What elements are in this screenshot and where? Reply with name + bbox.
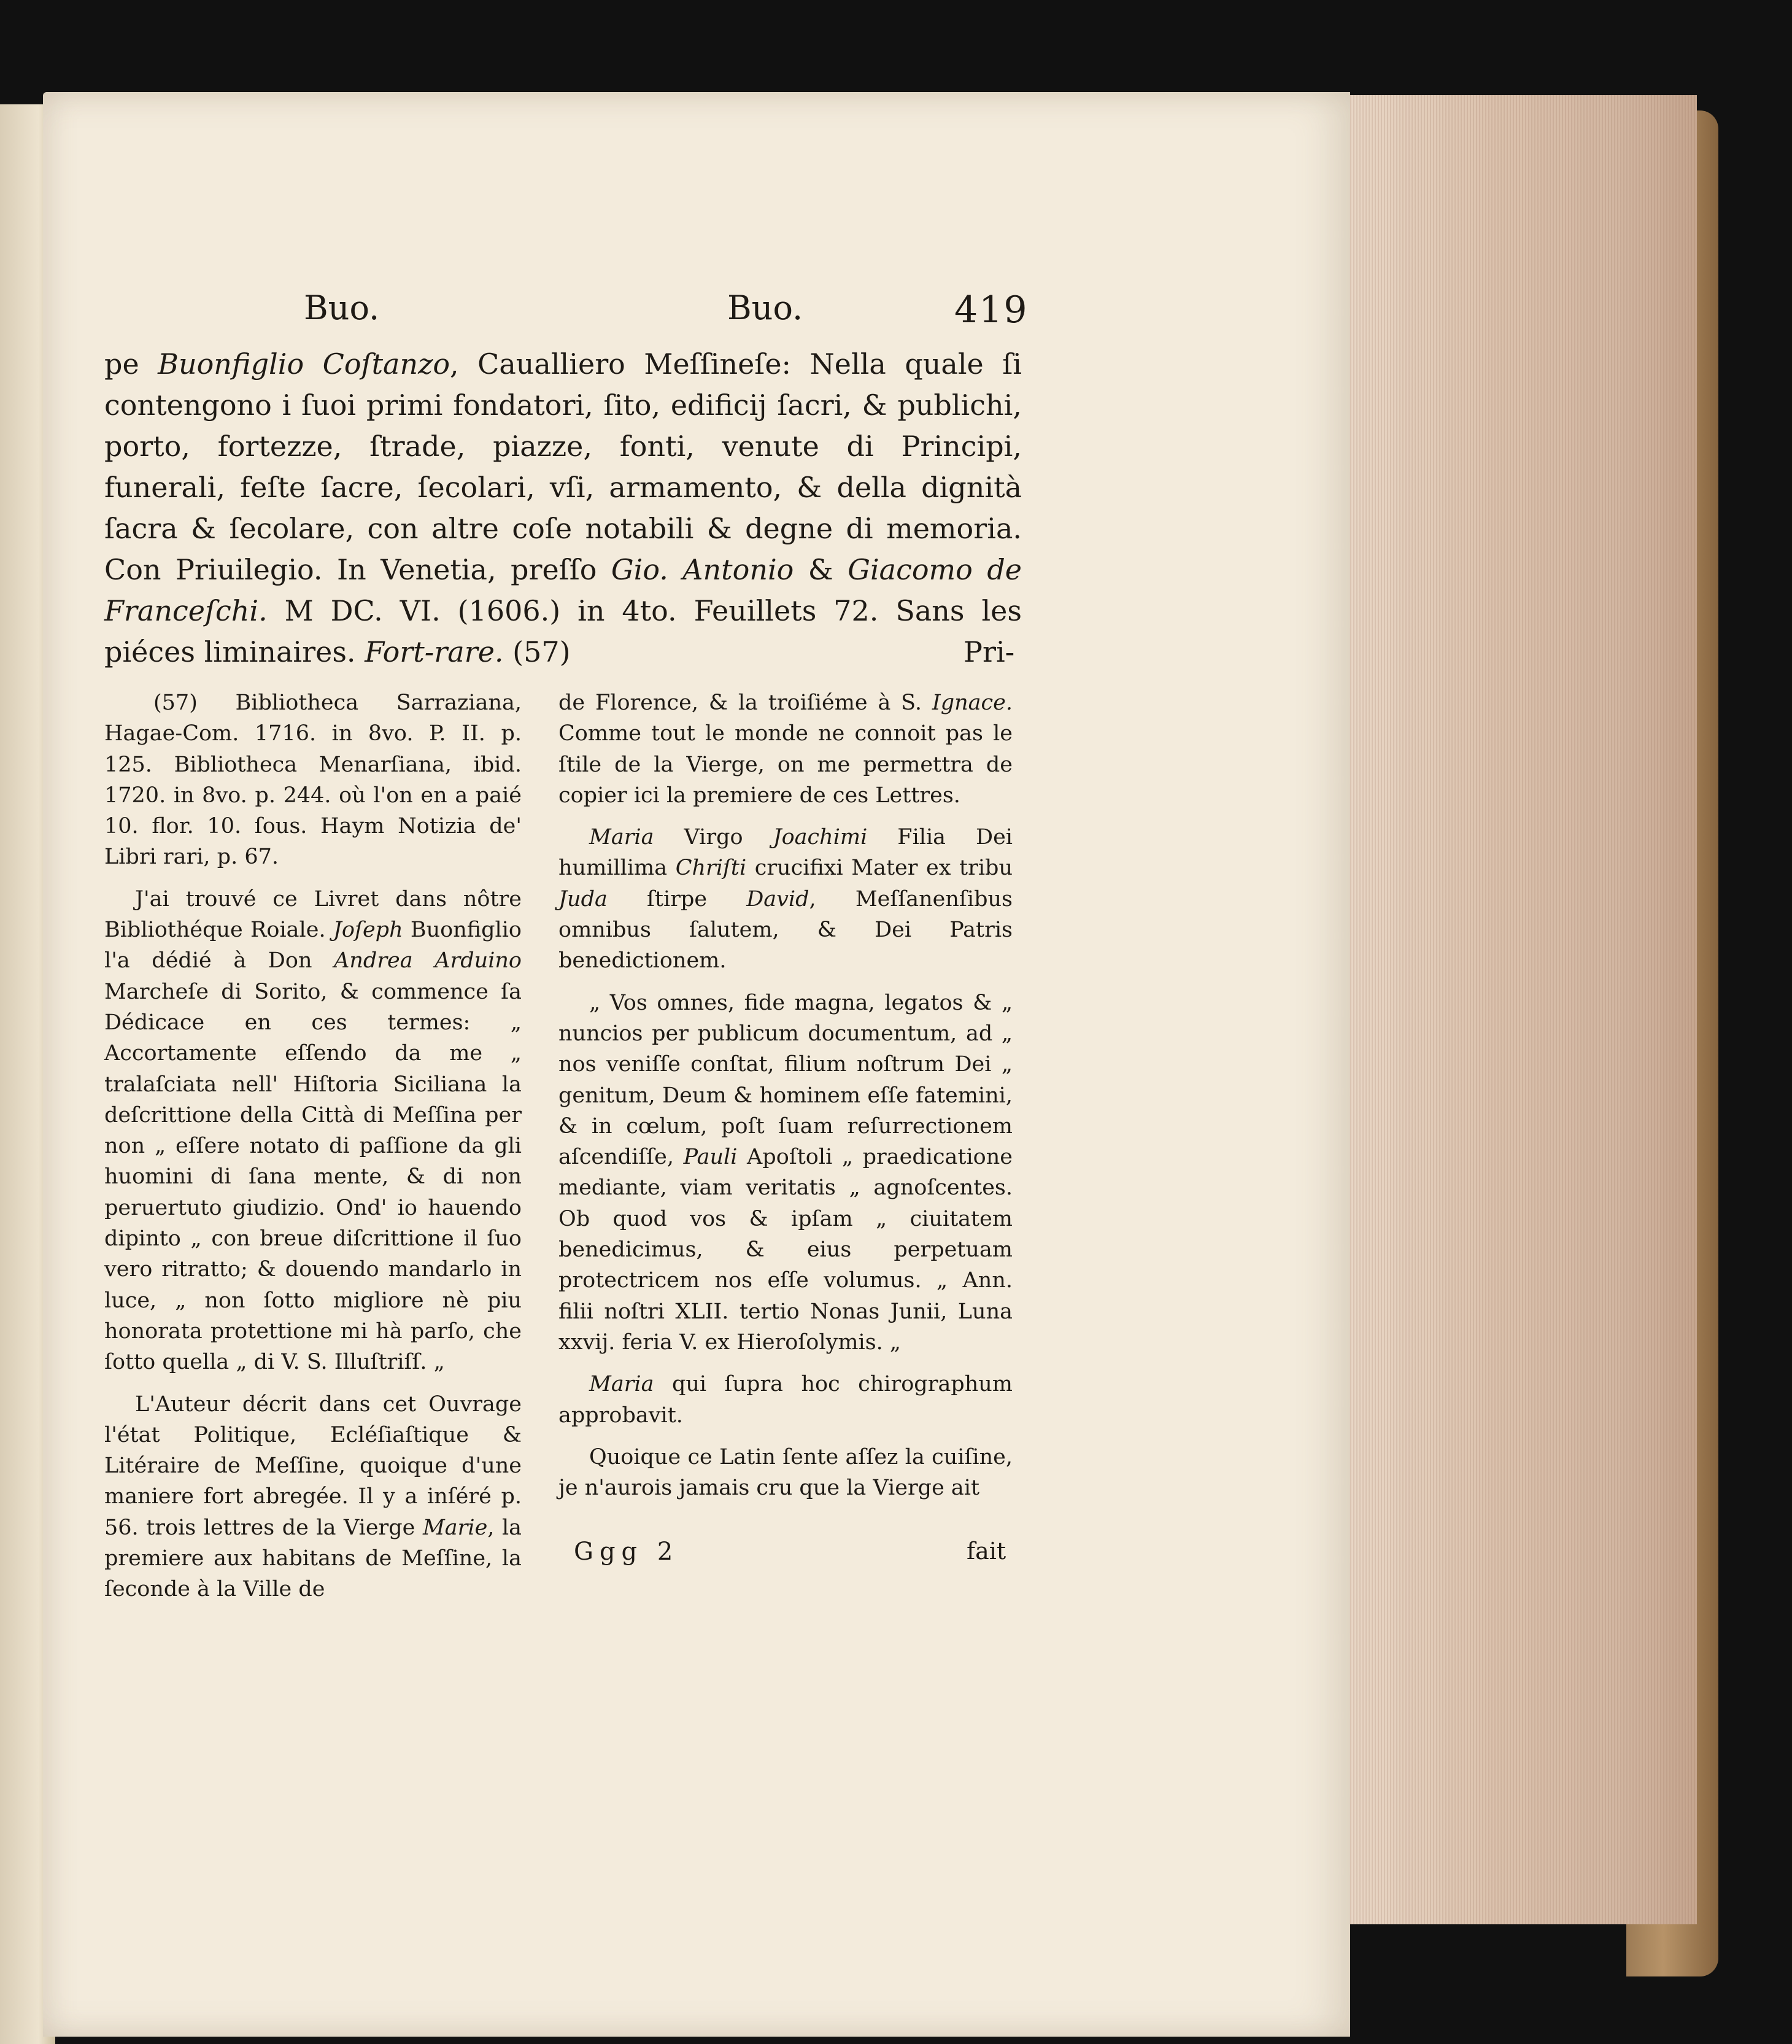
right-paragraph-4: Maria qui ſupra hoc chirographum approbavit. <box>558 1372 1013 1428</box>
left-paragraph-2: L'Auteur décrit dans cet Ouvrage l'état Politique, Ecléſiaſtique & Litéraire de Meſſine, quoique d'une maniere fort abregée. Il y a inſéré p. 56. trois lettres de la Vierge Marie, la premiere aux habitans de Meſſine, la ſeconde à la Ville de <box>104 1392 522 1602</box>
right-paragraph-1: de Florence, & la troiſiéme à S. Ignace. Comme tout le monde ne connoit pas le ſtile de la Vierge, on me permettra de copier ici la premiere de ces Lettres. <box>558 691 1013 808</box>
running-head-center: Buo. <box>727 288 803 327</box>
main-text <box>104 344 1022 673</box>
right-paragraph-5: Quoique ce Latin ſente aſſez la cuiſine, je n'aurois jamais cru que la Vierge ait <box>558 1444 1013 1501</box>
left-paragraph-1: J'ai trouvé ce Livret dans nôtre Bibliothéque Roiale. Joſeph Buonfiglio l'a dédié à Don Andrea Arduino Marcheſe di Sorito, & commence ſa Dédicace en ces termes: „ Accortamente eſſendo da me „ tralaſciata nell' Hiſtoria Siciliana la deſcrittione della Città di Meſſina per non „ eſſere notato di paſſione da gli huomini di ſana mente, & di non peruertuto giudizio. Ond' io hauendo dipinto „ con breue diſcrittione il ſuo vero ritratto; & douendo mandarlo in luce, „ non ſotto migliore nè piu honorata protettione mi hà parſo, che ſotto quella „ di V. S. Illuſtriſſ. „ <box>104 886 522 1375</box>
right-paragraph-3: „ Vos omnes, fide magna, legatos & „ nuncios per publicum documentum, ad „ nos veniſſe conſtat, filium noſtrum Dei „ genitum, Deum & hominem eſſe fatemini, & in cœlum, poſt ſuam reſurrectionem aſcendiſſe, Pauli Apoſtoli „ praedicatione mediante, viam veritatis „ agnoſcentes. Ob quod vos & ipſam „ ciuitatem benedicimus, & eius perpetuam protectricem nos eſſe volumus. „ Ann. filii noſtri XLII. tertio Nonas Junii, Luna xxvij. feria V. ex Hieroſolymis. „ <box>558 990 1013 1355</box>
page-number: 419 <box>954 288 1029 331</box>
right-column <box>558 687 1013 1514</box>
running-head-left: Buo. <box>304 288 380 327</box>
page-edges <box>1347 95 1697 1924</box>
right-paragraph-2: Maria Virgo Joachimi Filia Dei humillima Chriſti crucifixi Mater ex tribu Juda ſtirpe David, Meſſanenſibus omnibus ſalutem, & Dei Patris benedictionem. <box>558 825 1013 974</box>
footer-catchword: fait <box>967 1538 1006 1565</box>
signature-mark: Ggg 2 <box>574 1538 679 1566</box>
left-column <box>104 687 522 1616</box>
footnote-57: (57) Bibliotheca Sarraziana, Hagae-Com. 1716. in 8vo. P. II. p. 125. Bibliotheca Menarſiana, ibid. 1720. in 8vo. p. 244. où l'on en a paié 10. flor. 10. ſous. Haym Notizia de' Libri rari, p. 67. <box>104 691 522 870</box>
main-paragraph: pe Buonfiglio Coſtanzo, Caualliero Meſſineſe: Nella quale ſi contengono i ſuoi primi fondatori, ſito, edificij ſacri, & publichi, porto, fortezze, ſtrade, piazze, fonti, venute di Principi, funerali, feſte ſacre, ſecolari, vſi, armamento, & della dignità ſacra & ſecolare, con altre coſe notabili & degne di memoria. Con Priuilegio. In Venetia, preſſo Gio. Antonio & Giacomo de Franceſchi. M DC. VI. (1606.) in 4to. Feuillets 72. Sans les piéces liminaires. Fort-rare. (57) <box>104 347 1022 668</box>
main-catchword: Pri- <box>964 635 1015 668</box>
